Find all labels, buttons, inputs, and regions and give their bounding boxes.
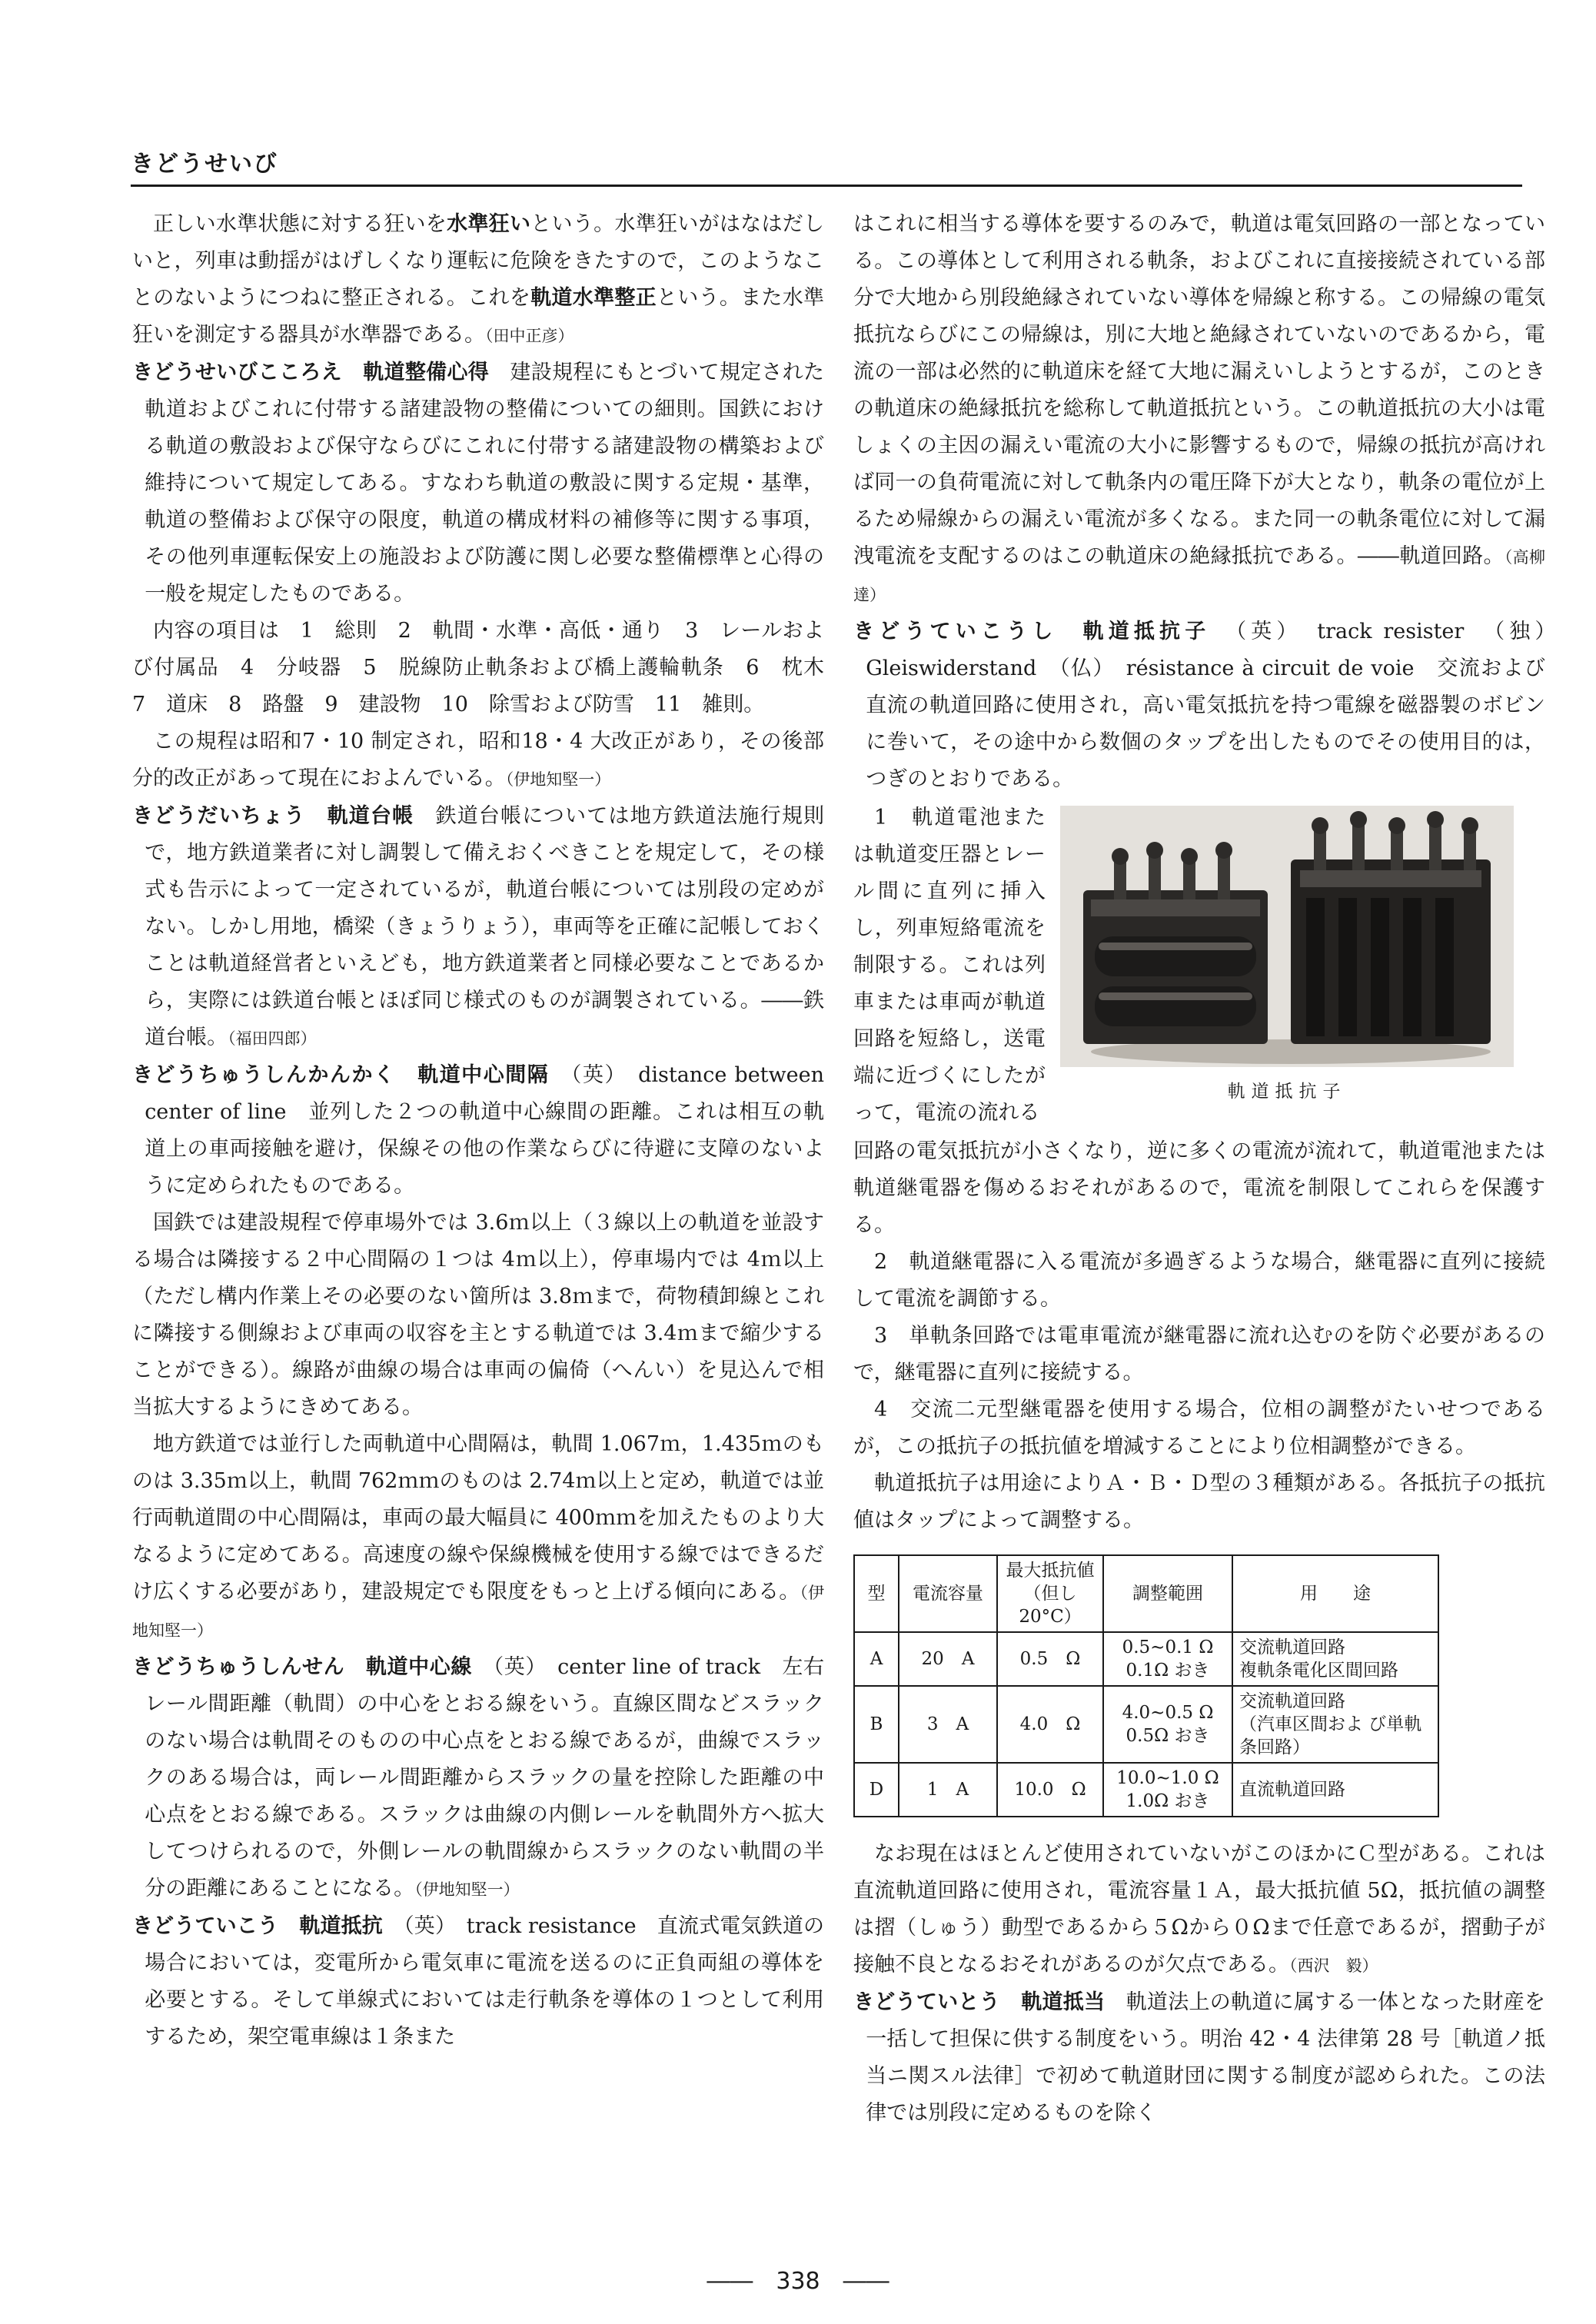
entry-body: 建設規程にもとづいて規定された軌道およびこれに付帯する諸建設物の整備についての細則。国鉄における軌道の敷設および保守ならびにこれに付帯する諸建設物の構築および維持について規定してある。すなわち軌道の敷設に関する定規・基準，軌道の整備および保守の限度，軌道の構成材料の補修等に関する事項，その他列車運転保安上の施設および防護に関し必要な整備標準と心得の一般を規定したものである。: [145, 361, 825, 606]
entry-track-resistance: [132, 1908, 824, 2056]
text-span: 正しい水準状態に対する狂いを: [153, 212, 447, 236]
use-line: （汽車区間およ び単軌条回路）: [1239, 1714, 1422, 1757]
use-line: 複軌条電化区間回路: [1239, 1661, 1398, 1681]
author-credit: （伊地知堅一）: [132, 1584, 825, 1640]
entry-body: （英） distance between center of line 並列した２つの軌道中心線間の距離。これは相互の軌道上の車両接触を避け，保線その他の作業ならびに待避に支障のないように定められたものである。: [145, 1063, 824, 1198]
entry-headword: きどうていとう 軌道抵当: [853, 1990, 1106, 2014]
cell-range: [1103, 1763, 1232, 1817]
entry-body: （英） center line of track 左右レール間距離（軌間）の中心をとおる線をいう。直線区間などスラックのない場合は軌間そのものの中心点をとおる線であるが，曲線でスラックのある場合は，両レール間距離からスラックの量を控除した距離の中心点をとおる線である。スラックは曲線の内側レールを軌間外方へ拡大してつけられるので，外側レールの軌間線からスラックのない軌間の半分の距離にあることになる。: [145, 1655, 824, 1900]
range-value: 0.5∼0.1 Ω: [1122, 1637, 1214, 1657]
cell-type: A: [854, 1632, 899, 1686]
text-span: という。また水準狂いを測定する器具が水準器である。: [132, 286, 825, 347]
range-step: 1.0Ω おき: [1126, 1791, 1210, 1811]
entry-body: （英） track resister （独） Gleiswiderstand （仏） résistance à circuit de voie 交流および直流の軌道回路に使用され，高い電気抵抗を持つ電線を磁器製のボビンに巻いて，その途中から数個のタップを出したものでその使用目的は，つぎのとおりである。: [866, 620, 1567, 791]
entry-headword: きどうていこう 軌道抵抗: [132, 1914, 383, 1938]
keyword-level-correction: 軌道水準整正: [530, 286, 657, 310]
table-row: [854, 1686, 1438, 1763]
col-header-current: 電流容量: [899, 1555, 997, 1632]
cell-use: [1232, 1686, 1438, 1763]
entry-track-resister: [853, 613, 1567, 798]
figure-caption: 軌道抵抗子: [1227, 1082, 1347, 1102]
author-credit: （福田四郎）: [228, 1029, 317, 1048]
cell-current: 20 A: [899, 1632, 997, 1686]
col-header-range: 調整範囲: [1103, 1555, 1232, 1632]
entry-headword: きどうていこうし 軌道抵抗子: [853, 620, 1211, 643]
entry-track-resistance-continued: [853, 206, 1561, 613]
cell-current: 1 A: [899, 1763, 997, 1817]
right-column: [853, 206, 1567, 2220]
cell-type: B: [854, 1686, 899, 1763]
type-c-paragraph: [853, 1836, 1545, 1984]
resister-spec-table: [853, 1554, 1439, 1817]
track-resister-photo: [1060, 806, 1514, 1067]
types-paragraph: 軌道抵抗子は用途によりＡ・Ｂ・Ｄ型の３種類がある。各抵抗子の抵抗値はタップによって調整する。: [853, 1471, 1545, 1532]
author-credit: （田中正彦）: [485, 327, 574, 345]
left-column: [132, 206, 845, 2220]
table-row: [854, 1632, 1438, 1686]
level-paragraph: [132, 206, 824, 354]
cell-type: D: [854, 1763, 899, 1817]
entry-paragraph: 内容の項目は 1 総則 2 軌間・水準・高低・通り 3 レールおよび付属品 4 分岐器 5 脱線防止軌条および橋上護輪軌条 6 枕木 7 道床 8 路盤 9 建設物 10 除雪および防雪 11 雑則。: [132, 619, 845, 716]
text-span: という。水準狂いがはなはだしいと，列車は動揺がはげしくなり運転に危険をきたすので，このようなことのないようにつねに整正される。これを: [132, 212, 825, 310]
entry-headword: きどうせいびこころえ 軌道整備心得: [132, 361, 490, 384]
entry-headword: きどうちゅうしんかんかく 軌道中心間隔: [132, 1063, 550, 1087]
col-header-max-resistance: 最大抵抗値（但し 20°C）: [997, 1555, 1103, 1632]
author-credit: （西沢 毅）: [1289, 1957, 1378, 1975]
entry-track-center-line: [132, 1649, 824, 1908]
entry-body: はこれに相当する導体を要するのみで，軌道は電気回路の一部となっている。この導体として利用される軌条，およびこれに直接接続されている部分で大地から別段絶縁されていない導体を帰線と称する。この帰線の電気抵抗ならびにこの帰線は，別に大地と絶縁されていないのであるから，電流の一部は必然的に軌道床を経て大地に漏えいしようとするが，このときの軌道床の絶縁抵抗を総称して軌道抵抗という。この軌道抵抗の大小は電しょくの主因の漏えい電流の大小に影響するもので，帰線の抵抗が高ければ同一の負荷電流に対して軌条内の電圧降下が大となり，軌条の電位が上るため帰線からの漏えい電流が多くなる。また同一の軌条電位に対して漏洩電流を支配するのはこの軌道床の絶縁抵抗である。――軌道回路。: [853, 212, 1545, 568]
range-step: 0.5Ω おき: [1126, 1726, 1210, 1746]
entry-track-ledger: [132, 798, 824, 1057]
entry-body: （英） track resistance 直流式電気鉄道の場合においては，変電所から電気車に電流を送るのに正負両組の導体を必要とする。そして単線式においては走行軌条を導体の１つとして利用するため，架空電車線は１条また: [145, 1914, 825, 2049]
figure-row: [853, 800, 1545, 1132]
entry-paragraph: [132, 1426, 824, 1649]
text-span: この規程は昭和7・10 制定され，昭和18・4 大改正があり，その後部分的改正があって現在におよんでいる。: [132, 730, 824, 790]
keyword-level-irregularity: 水準狂い: [447, 212, 531, 236]
entry-paragraph: [132, 723, 824, 798]
page-number-value: 338: [776, 2268, 820, 2295]
list-item-1-part2: 回路の電気抵抗が小さくなり，逆に多くの電流が流れて，軌道電池または軌道継電器を傷めるおそれがあるので，電流を制限してこれらを保護する。: [853, 1139, 1545, 1237]
range-value: 10.0∼1.0 Ω: [1116, 1768, 1219, 1788]
entry-body: 鉄道台帳については地方鉄道法施行規則で，地方鉄道業者に対し調製して備えおくべきことを規定して，その様式も告示によって一定されているが，軌道台帳については別段の定めがない。しかし用地，橋梁（きょうりょう），車両等を正確に記帳しておくことは軌道経営者といえども，地方鉄道業者と同様必要なことであるから，実際には鉄道台帳とほぼ同じ様式のものが調製されている。――鉄道台帳。: [145, 804, 825, 1049]
cell-resistance: 10.0 Ω: [997, 1763, 1103, 1817]
cell-resistance: 0.5 Ω: [997, 1632, 1103, 1686]
cell-range: [1103, 1686, 1232, 1763]
use-line: 交流軌道回路: [1239, 1691, 1345, 1711]
use-line: 直流軌道回路: [1239, 1780, 1345, 1800]
entry-paragraph: 国鉄では建設規程で停車場外では 3.6ｍ以上（３線以上の軌道を並設する場合は隣接する２中心間隔の１つは 4ｍ以上），停車場内では 4ｍ以上（ただし構内作業上その必要のない箇所は 3.8ｍまで，荷物積卸線とこれに隣接する側線および車両の収容を主とする軌道では 3.4ｍまで縮少することができる）。線路が曲線の場合は車両の偏倚（へんい）を見込んで相当拡大するようにきめてある。: [132, 1211, 824, 1419]
author-credit: （伊地知堅一）: [414, 1880, 520, 1899]
cell-use: [1232, 1763, 1438, 1817]
author-credit: （伊地知堅一）: [505, 770, 611, 789]
range-value: 4.0∼0.5 Ω: [1122, 1703, 1214, 1723]
entry-headword: きどうだいちょう 軌道台帳: [132, 804, 414, 828]
entry-track-mortgage: [853, 1984, 1545, 2132]
entry-track-maintenance-rules: [132, 354, 824, 613]
text-span: 地方鉄道では並行した両軌道中心間隔は，軌間 1.067ｍ，1.435ｍのものは 3.35ｍ以上，軌間 762ｍｍのものは 2.74ｍ以上と定め，軌道では並行両軌道間の中心間隔は，車両の最大幅員に 400ｍｍを加えたものより大なるように定めてある。高速度の線や保線機械を使用する線ではできるだけ広くする必要があり，建設規定でも限度をもっと上げる傾向にある。: [132, 1432, 824, 1604]
use-line: 交流軌道回路: [1239, 1637, 1345, 1657]
list-item-4: 4 交流二元型継電器を使用する場合，位相の調整がたいせつであるが，この抵抗子の抵抗値を増減することにより位相調整ができる。: [853, 1398, 1545, 1458]
figure-track-resister: [1056, 800, 1518, 1132]
entry-track-center-distance: [132, 1057, 824, 1205]
running-head: きどうせいび: [131, 151, 278, 178]
cell-current: 3 A: [899, 1686, 997, 1763]
cell-resistance: 4.0 Ω: [997, 1686, 1103, 1763]
author-credit: （高柳 達）: [853, 548, 1561, 604]
table-header-row: [854, 1555, 1438, 1632]
col-header-type: 型: [854, 1555, 899, 1632]
table-row: [854, 1763, 1438, 1817]
list-item-2: 2 軌道継電器に入る電流が多過ぎるような場合，継電器に直列に接続して電流を調節する。: [853, 1250, 1545, 1311]
col-header-use: 用 途: [1232, 1555, 1438, 1632]
range-step: 0.1Ω おき: [1126, 1661, 1210, 1681]
entry-body: 軌道法上の軌道に属する一体となった財産を一括して担保に供する制度をいう。明治 42・4 法律第 28 号［軌道ノ抵当ニ関スル法律］で初めて軌道財団に関する制度が認められた。この法律では別段に定めるものを除く: [866, 1990, 1545, 2125]
list-item-1-part1: 1 軌道電池または軌道変圧器とレール間に直列に挿入し，列車短絡電流を制限する。これは列車または車両が軌道回路を短絡し，送電端に近づくにしたがって，電流の流れる: [853, 806, 1046, 1125]
header-rule: [131, 185, 1522, 187]
page-number: ―― 338 ――: [707, 2268, 889, 2295]
entry-headword: きどうちゅうしんせん 軌道中心線: [132, 1655, 472, 1679]
text-span: なお現在はほとんど使用されていないがこのほかにＣ型がある。これは直流軌道回路に使用され，電流容量１Ａ，最大抵抗値 5Ω，抵抗値の調整は摺（しゅう）動型であるから５Ωから０Ωまで任意であるが，摺動子が接触不良となるおそれがあるのが欠点である。: [853, 1842, 1545, 1977]
cell-use: [1232, 1632, 1438, 1686]
list-item-3: 3 単軌条回路では電車電流が継電器に流れ込むのを防ぐ必要があるので，継電器に直列に接続する。: [853, 1324, 1545, 1385]
cell-range: [1103, 1632, 1232, 1686]
